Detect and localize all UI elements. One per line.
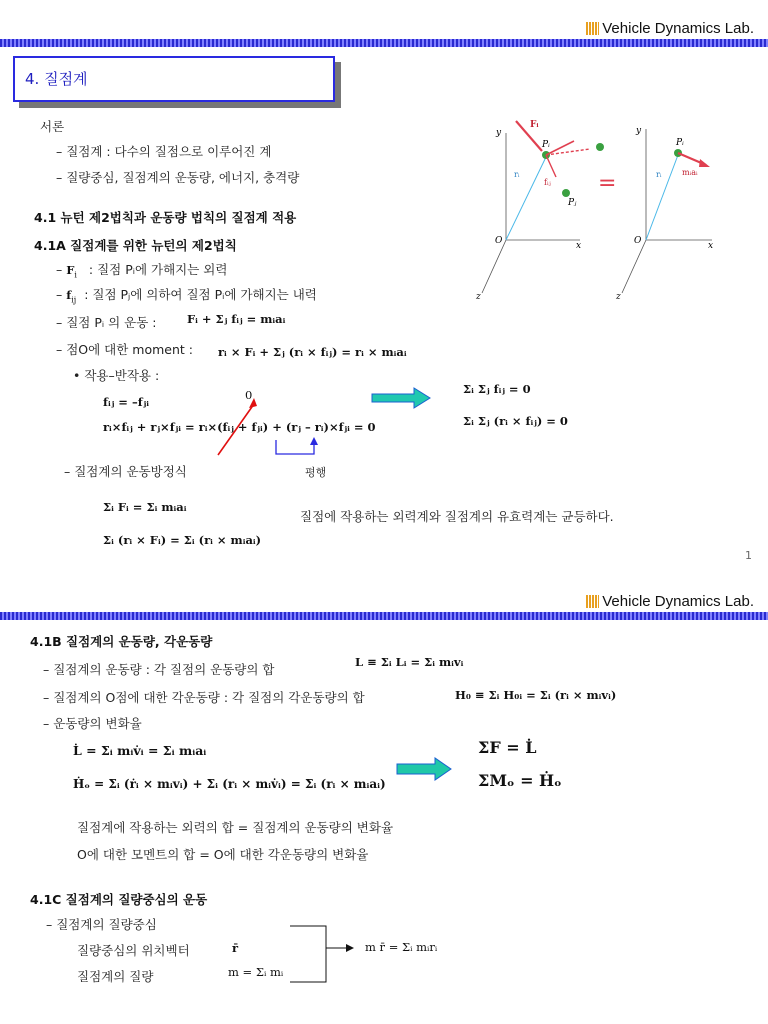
diagram-y-label-left: y (496, 128, 502, 138)
zero-label: 0 (245, 388, 253, 402)
diagram-z-label-left: z (476, 292, 481, 302)
diagram-Pi-label-left: Pᵢ (542, 140, 550, 150)
parallel-bracket (276, 440, 314, 454)
section-4-1a: 4.1A 질점계를 위한 뉴턴의 제2법칙 (34, 238, 237, 253)
bullet-system: – 질점계 : 다수의 질점으로 이루어진 계 (56, 144, 272, 159)
diagram-x-label-right: x (708, 241, 714, 251)
parallel-label: 평행 (305, 466, 327, 479)
diagram-x-label-left: x (576, 241, 582, 251)
slide-number: 1 (745, 549, 752, 562)
rate-label: – 운동량의 변화율 (43, 716, 142, 731)
def-internal-force: – $f_{ij}$ : 질점 Pⱼ에 의하여 질점 Pᵢ에 가해지는 내력 (56, 287, 317, 305)
moment-label: – 점O에 대한 moment : (56, 342, 194, 357)
result-equation-1: Σᵢ Σⱼ fᵢⱼ = 0 (463, 382, 531, 396)
section-4-1: 4.1 뉴턴 제2법칙과 운동량 법칙의 질점계 적용 (34, 210, 297, 225)
particle-system-diagram (470, 115, 730, 305)
angular-momentum-equation: H₀ ≡ Σᵢ H₀ᵢ = Σᵢ (rᵢ × mᵢvᵢ) (455, 688, 617, 702)
diagram-equals-sign: = (598, 171, 617, 196)
red-cancel-arrow (218, 404, 254, 455)
diagram-Fi-label: Fᵢ (530, 120, 539, 130)
fij-symbol: f (66, 288, 72, 302)
position-vector-label: 질량중심의 위치벡터 (77, 943, 190, 958)
motion-equation: Fᵢ + Σⱼ fᵢⱼ = mᵢaᵢ (187, 312, 286, 326)
newton-law-linear: ΣF = L̇ (478, 738, 537, 757)
right-axes (622, 129, 712, 293)
momentum-label: – 질점계의 운동량 : 각 질점의 운동량의 합 (43, 662, 275, 677)
diagram-origin-left: O (495, 236, 503, 246)
slide-title: 4. 질점계 (25, 70, 88, 88)
bullet-topics: – 질량중심, 질점계의 운동량, 에너지, 충격량 (56, 170, 300, 185)
momentum-equation: L ≡ Σᵢ Lᵢ = Σᵢ mᵢvᵢ (355, 655, 464, 669)
motion-label: – 질점 Pᵢ 의 운동 : (56, 315, 157, 330)
diagram-Pj-label: Pⱼ (568, 198, 577, 208)
lab-logo-icon-2 (586, 595, 599, 608)
eom-label: – 질점계의 운동방정식 (64, 464, 187, 479)
eom-equation-1: Σᵢ Fᵢ = Σᵢ mᵢaᵢ (103, 500, 187, 514)
action-reaction-label: • 작용–반작용 : (73, 368, 160, 383)
diagram-ri-label-left: rᵢ (514, 170, 520, 179)
action-equation-2: rᵢ×fᵢⱼ + rⱼ×fⱼᵢ = rᵢ×(fᵢⱼ + fⱼᵢ) + (rⱼ – rᵢ)×fⱼᵢ = 0 (103, 420, 376, 434)
statement-force: 질점계에 작용하는 외력의 합 = 질점계의 운동량의 변화율 (77, 820, 394, 835)
com-label: – 질점계의 질량중심 (46, 917, 157, 932)
def-external-force: – $F_i$ : 질점 Pᵢ에 가해지는 외력 (56, 262, 228, 280)
result-equation-2: Σᵢ Σⱼ (rᵢ × fᵢⱼ) = 0 (463, 414, 568, 428)
equivalence-statement: 질점에 작용하는 외력계와 질점계의 유효력계는 균등하다. (300, 509, 614, 524)
implies-arrow-1 (372, 388, 430, 408)
diagram-ri-label-right: rᵢ (656, 170, 662, 179)
fi-subscript: i (74, 270, 77, 280)
com-bracket (290, 920, 370, 990)
def-external-force-text: 질점 Pᵢ에 가해지는 외력 (97, 262, 228, 277)
lab-name: Vehicle Dynamics Lab. (602, 20, 754, 37)
statement-moment: O에 대한 모멘트의 합 = O에 대한 각운동량의 변화율 (77, 847, 369, 862)
rate-equation-1: L̇ = Σᵢ mᵢv̇ᵢ = Σᵢ mᵢaᵢ (73, 743, 207, 758)
action-equation-1: fᵢⱼ = –fⱼᵢ (103, 395, 149, 409)
eom-equation-2: Σᵢ (rᵢ × Fᵢ) = Σᵢ (rᵢ × mᵢaᵢ) (103, 533, 262, 547)
diagram-y-label-right: y (636, 126, 642, 136)
angular-momentum-label: – 질점계의 O점에 대한 각운동량 : 각 질점의 각운동량의 합 (43, 690, 365, 705)
diagram-z-label-right: z (616, 292, 621, 302)
fij-subscript: ij (71, 295, 77, 305)
implies-arrow-2 (395, 756, 455, 782)
intro-heading: 서론 (40, 119, 65, 134)
mass-label: 질점계의 질량 (77, 969, 154, 984)
rate-equation-2: Ḣₒ = Σᵢ (ṙᵢ × mᵢvᵢ) + Σᵢ (rᵢ × mᵢv̇ᵢ) = Σᵢ (rᵢ × mᵢaᵢ) (73, 777, 386, 791)
parallel-bracket-arrow (310, 437, 318, 445)
section-4-1b: 4.1B 질점계의 운동량, 각운동량 (30, 634, 213, 649)
mass-equation: m = Σᵢ mᵢ (228, 965, 284, 979)
diagram-origin-right: O (634, 236, 642, 246)
header-rule-2 (0, 612, 768, 620)
section-4-1c: 4.1C 질점계의 질량중심의 운동 (30, 892, 208, 907)
newton-law-angular: ΣMₒ = Ḣₒ (478, 771, 562, 790)
red-cancel-arrow-head (249, 398, 257, 408)
diagram-fij-label: fᵢⱼ (544, 178, 551, 187)
fi-symbol: F (66, 263, 75, 277)
lab-header-2 (586, 593, 754, 610)
lab-name-2: Vehicle Dynamics Lab. (602, 593, 754, 610)
moment-equation: rᵢ × Fᵢ + Σⱼ (rᵢ × fᵢⱼ) = rᵢ × mᵢaᵢ (218, 345, 407, 359)
diagram-Pi-label-right: Pᵢ (676, 138, 684, 148)
diagram-miai-label: mᵢaᵢ (682, 168, 698, 177)
position-vector-symbol: r̄ (232, 941, 239, 955)
def-internal-force-text: 질점 Pⱼ에 의하여 질점 Pᵢ에 가해지는 내력 (92, 287, 317, 302)
com-equation: m r̄ = Σᵢ mᵢrᵢ (365, 940, 438, 954)
